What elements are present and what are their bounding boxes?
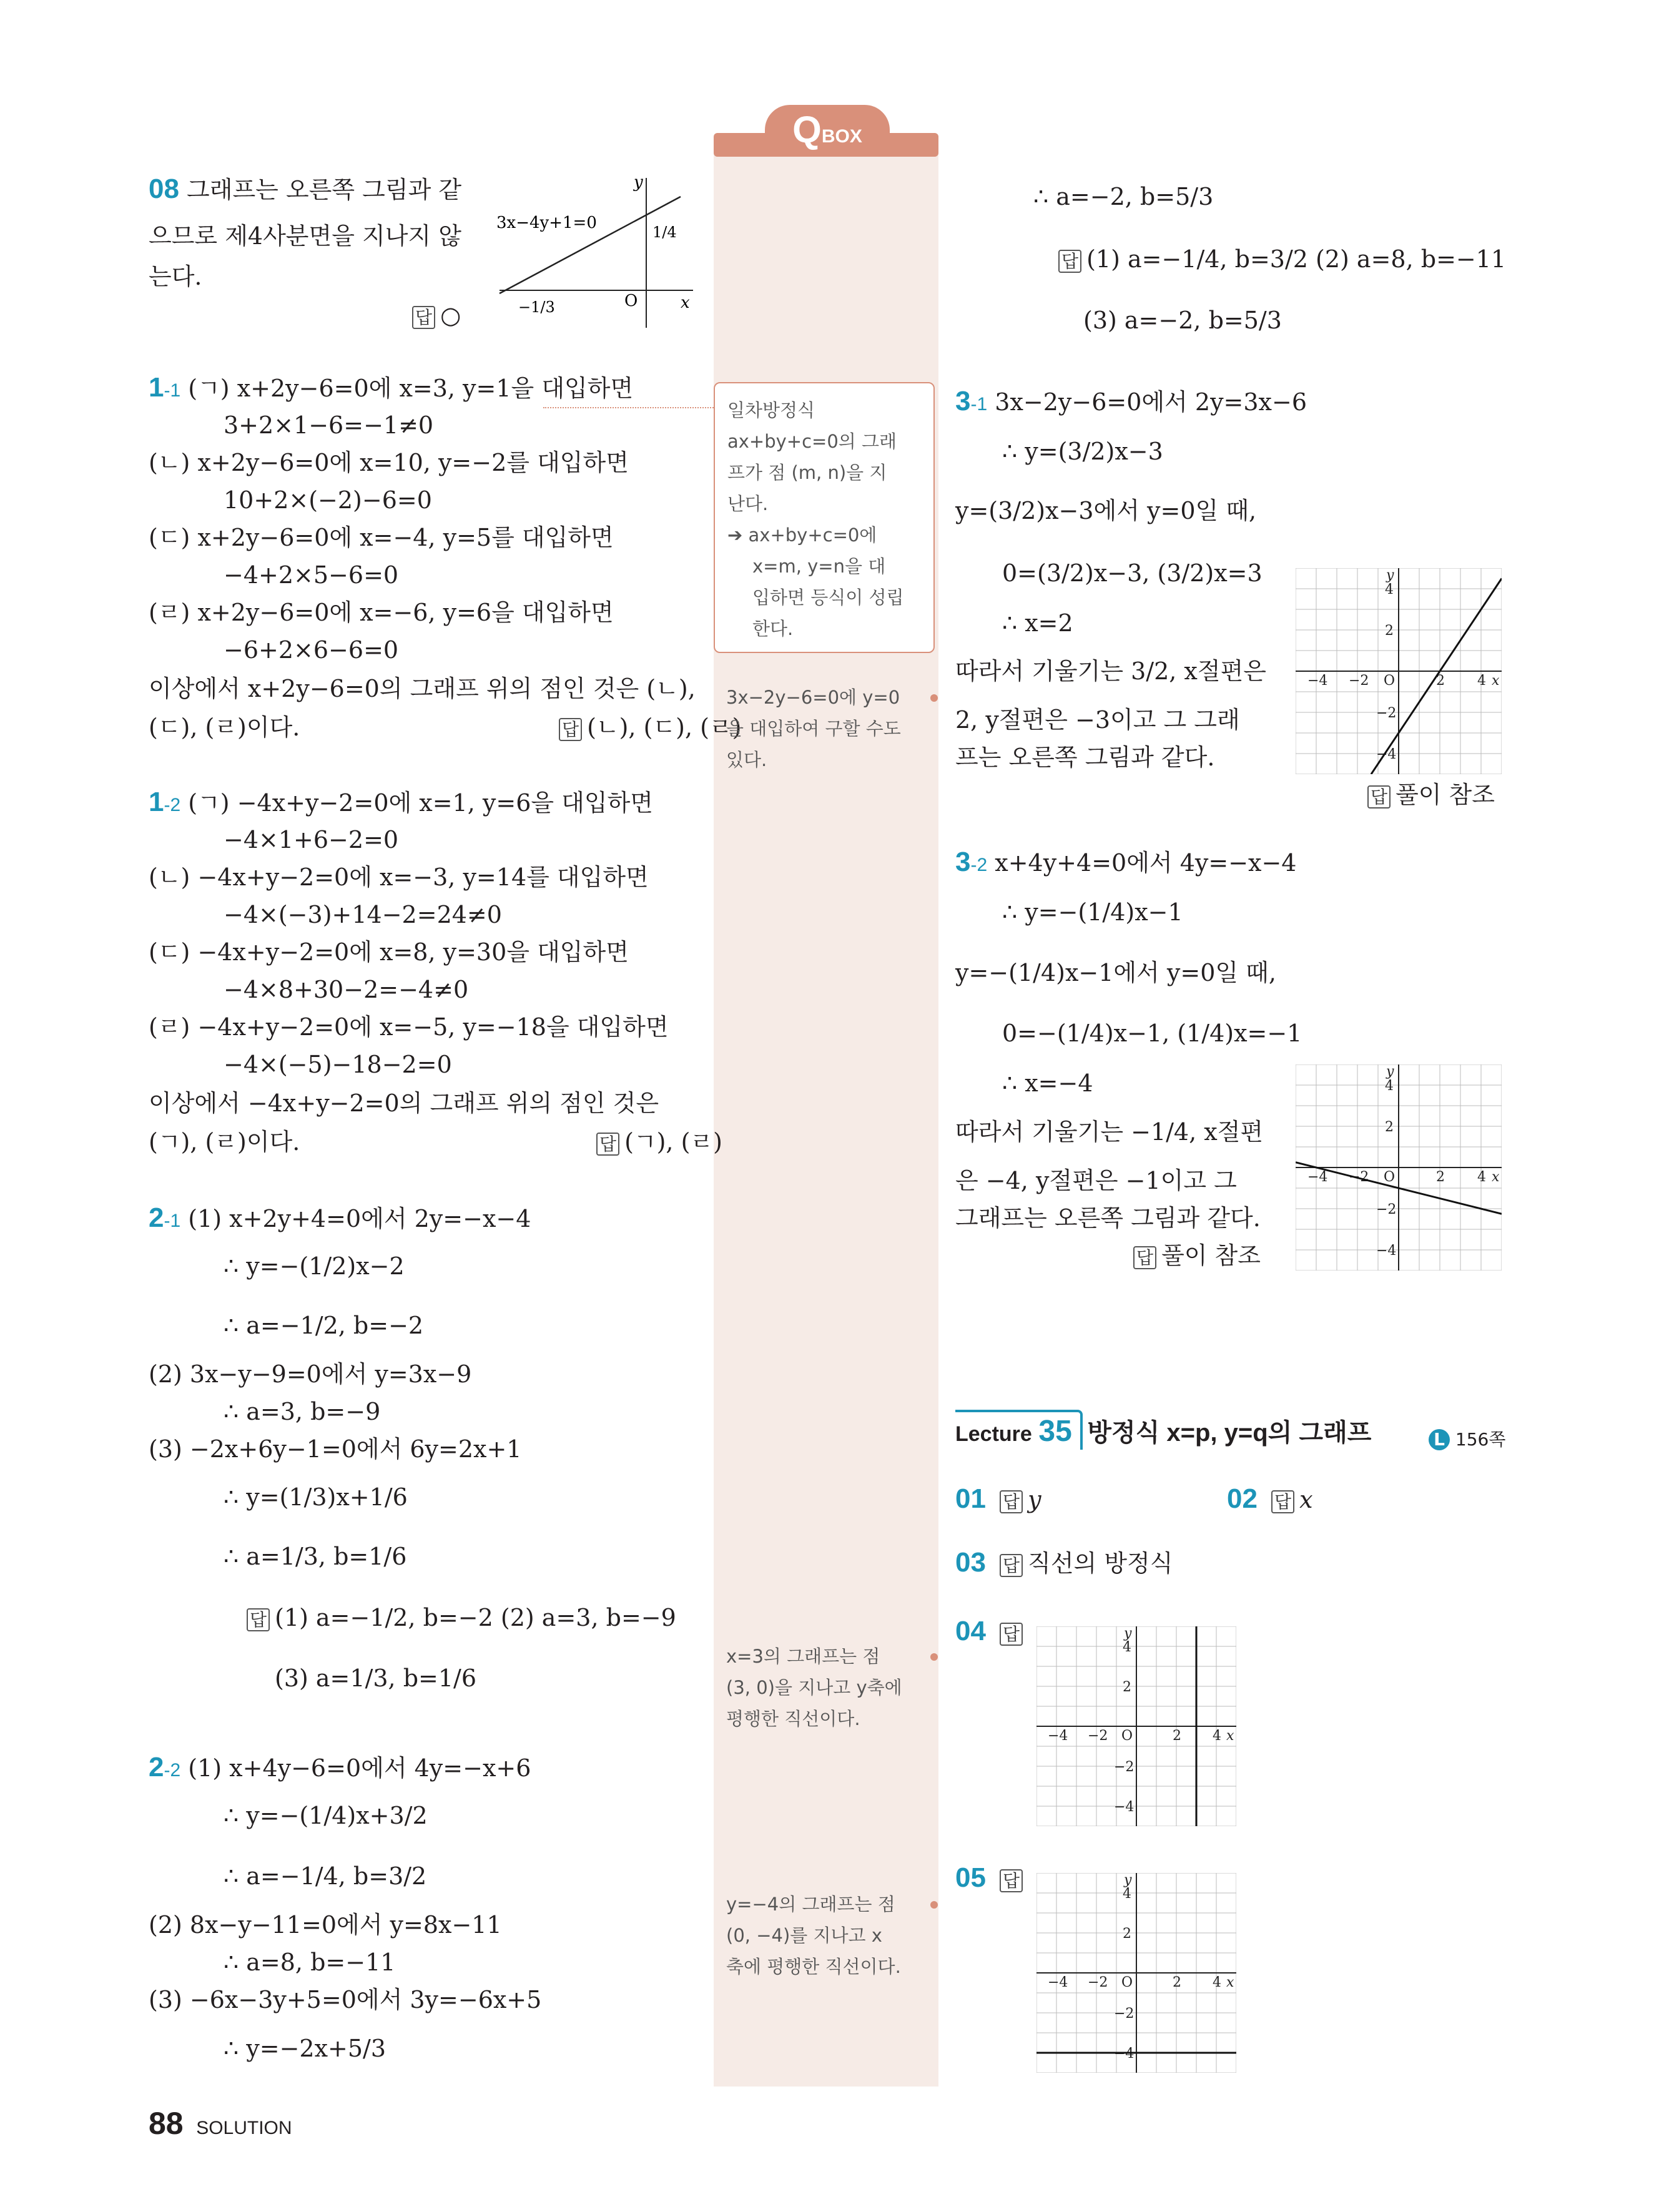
text-line: (ㄷ), (ㄹ)이다. (149, 714, 300, 741)
text-line: 3x−2y−6=0에서 2y=3x−6 (995, 388, 1307, 416)
question-number: 02 (1227, 1483, 1258, 1514)
note-line: 입하면 등식이 성립 (752, 587, 904, 608)
note-line: x=3의 그래프는 점 (726, 1646, 880, 1667)
answer-08 (412, 301, 461, 332)
graph-3-1 (1296, 568, 1502, 774)
footer (149, 2106, 292, 2143)
x-label: x (1492, 673, 1500, 689)
answer-value: (1) a=−1/4, b=3/2 (2) a=8, b=−11 (1086, 245, 1507, 273)
answer-2-1-line1 (247, 1603, 676, 1634)
note-line: 축에 평행한 직선이다. (726, 1956, 901, 1977)
text-line: 3+2×1−6=−1≠0 (224, 411, 434, 439)
problem-sub: -2 (164, 1760, 181, 1781)
tick-label: 2 (1436, 1169, 1445, 1185)
leader-dot (930, 1653, 938, 1661)
answer-2-1-line2: (3) a=1/3, b=1/6 (275, 1664, 477, 1692)
note-box-1 (714, 382, 935, 653)
text-line: 그래프는 오른쪽 그림과 같다. (955, 1204, 1261, 1232)
problem-sub: -1 (164, 1211, 181, 1231)
text-line: (ㄴ) x+2y−6=0에 x=10, y=−2를 대입하면 (149, 449, 629, 476)
problem-08 (149, 175, 461, 204)
tick-label: 4 (1385, 582, 1394, 597)
text-line: 10+2×(−2)−6=0 (224, 486, 432, 514)
tick-label: −2 (1349, 673, 1369, 689)
tick-label: −2 (1114, 1759, 1135, 1775)
tick-label: −2 (1114, 2006, 1135, 2022)
question-05 (955, 1864, 1028, 1895)
origin-label: O (1384, 673, 1396, 689)
note-line: 난다. (727, 493, 769, 514)
answer-icon: 답 (1133, 1246, 1156, 1269)
text-line: −4×(−5)−18−2=0 (224, 1051, 452, 1078)
answer-icon: 답 (1367, 785, 1391, 809)
tick-label: −4 (1048, 1728, 1068, 1744)
question-04 (955, 1617, 1028, 1649)
tick-label: 2 (1436, 673, 1445, 689)
x-intercept-label: −1/3 (518, 298, 555, 316)
tick-label: −4 (1307, 1169, 1328, 1185)
text-line: y=(3/2)x−3에서 y=0일 때, (955, 497, 1257, 524)
text-line: (2) 8x−y−11=0에서 y=8x−11 (149, 1911, 502, 1939)
problem-number: 08 (149, 174, 179, 204)
origin-label: O (1121, 1728, 1133, 1744)
problem-number: 2 (149, 1202, 164, 1233)
answer-value: (ㄱ), (ㄹ) (624, 1128, 722, 1156)
problem-sub: -1 (164, 380, 181, 401)
text-line: ∴ y=−(1/2)x−2 (224, 1252, 405, 1280)
tick-label: −2 (1376, 1202, 1397, 1217)
lecture-number: 35 (1038, 1415, 1072, 1448)
text-line: 그래프는 오른쪽 그림과 같 (187, 176, 462, 204)
note-line: 을 대입하여 구할 수도 (726, 718, 901, 739)
text-line: ∴ y=−(1/4)x+3/2 (224, 1802, 428, 1829)
origin-label: O (624, 292, 638, 310)
tick-label: −4 (1048, 1975, 1068, 1990)
answer-3-1 (1367, 780, 1495, 812)
problem-sub: -2 (970, 855, 988, 875)
answer-icon: 답 (1000, 1554, 1023, 1577)
tick-label: 4 (1477, 673, 1486, 689)
text-line: 0=(3/2)x−3, (3/2)x=3 (1002, 559, 1263, 587)
tick-label: 2 (1385, 1119, 1394, 1135)
footer-label: SOLUTION (196, 2118, 292, 2138)
text-line: 프는 오른쪽 그림과 같다. (955, 744, 1215, 771)
tick-label: 4 (1385, 1078, 1394, 1094)
text-line: y=−(1/4)x−1에서 y=0일 때, (955, 959, 1276, 986)
text-line: (ㄱ) −4x+y−2=0에 x=1, y=6을 대입하면 (188, 789, 653, 817)
problem-number: 3 (955, 386, 971, 416)
note-line: (3, 0)을 지나고 y축에 (726, 1677, 902, 1698)
text-line: (ㄷ) x+2y−6=0에 x=−4, y=5를 대입하면 (149, 524, 614, 551)
text-line: (ㄹ) x+2y−6=0에 x=−6, y=6을 대입하면 (149, 599, 614, 626)
text-line: −6+2×6−6=0 (224, 636, 399, 664)
lecture-label: Lecture (955, 1422, 1032, 1446)
text-line: 이상에서 x+2y−6=0의 그래프 위의 점인 것은 (ㄴ), (149, 675, 696, 702)
leader-line (543, 407, 714, 408)
text-line: ∴ y=(1/3)x+1/6 (224, 1483, 408, 1511)
note-line: 3x−2y−6=0에 y=0 (726, 687, 900, 708)
answer-value: ○ (440, 302, 461, 329)
question-number: 01 (955, 1483, 986, 1514)
tick-label: 4 (1213, 1728, 1221, 1744)
question-number: 05 (955, 1862, 986, 1893)
answer-3-2 (1133, 1241, 1261, 1272)
graph-04 (1036, 1626, 1236, 1826)
x-label: x (1226, 1728, 1234, 1744)
tick-label: −2 (1349, 1169, 1369, 1185)
problem-1-2 (149, 788, 653, 820)
text-line: (ㄹ) −4x+y−2=0에 x=−5, y=−18을 대입하면 (149, 1013, 669, 1041)
question-02 (1227, 1485, 1313, 1516)
x-label: x (1226, 1975, 1234, 1990)
qbox-box: BOX (821, 126, 862, 147)
qbox-tab (765, 105, 890, 155)
note-line: 한다. (752, 618, 794, 639)
text-line: (ㄱ) x+2y−6=0에 x=3, y=1을 대입하면 (188, 375, 634, 402)
text-line: (2) 3x−y−9=0에서 y=3x−9 (149, 1360, 472, 1388)
problem-3-2 (955, 848, 1296, 880)
tick-label: −4 (1114, 1799, 1135, 1815)
graph-08 (493, 172, 699, 334)
text-line: ∴ x=2 (1002, 609, 1073, 637)
origin-label: O (1384, 1169, 1396, 1185)
answer-value: x (1299, 1486, 1313, 1513)
tick-label: 2 (1173, 1975, 1181, 1990)
answer-line: (3) a=−2, b=5/3 (1083, 307, 1282, 334)
text-line: (3) −2x+6y−1=0에서 6y=2x+1 (149, 1435, 522, 1463)
text-line: ∴ y=−(1/4)x−1 (1002, 898, 1183, 926)
text-line: −4×1+6−2=0 (224, 826, 399, 853)
page-number: 88 (149, 2106, 184, 2141)
text-line: ∴ x=−4 (1002, 1069, 1093, 1097)
lecture-heading (955, 1417, 1371, 1448)
y-label: y (1386, 568, 1394, 583)
leader-dot (930, 1901, 938, 1909)
text-line: ∴ y=(3/2)x−3 (1002, 438, 1163, 465)
tick-label: 4 (1477, 1169, 1486, 1185)
y-label: y (1124, 1626, 1132, 1641)
lecture-reference (1429, 1425, 1505, 1454)
tick-label: −4 (1114, 2046, 1135, 2062)
answer-value: 풀이 참조 (1161, 1242, 1261, 1269)
answer-icon: 답 (1271, 1490, 1294, 1513)
tick-label: −2 (1376, 705, 1397, 721)
text-line: 따라서 기울기는 −1/4, x절편 (955, 1118, 1264, 1146)
note-line: ➔ ax+by+c=0에 (727, 524, 877, 546)
answer-value: (ㄴ), (ㄷ), (ㄹ) (587, 714, 742, 741)
text-line: (1) x+2y+4=0에서 2y=−x−4 (188, 1205, 531, 1232)
y-label: y (1124, 1873, 1132, 1888)
tick-label: 2 (1123, 1926, 1131, 1942)
x-label: x (1492, 1169, 1500, 1185)
problem-2-1 (149, 1204, 531, 1236)
text-line: (1) x+4y−6=0에서 4y=−x+6 (188, 1754, 531, 1782)
graph-05 (1036, 1873, 1236, 2073)
answer-icon: 답 (559, 718, 582, 741)
text-line: x+4y+4=0에서 4y=−x−4 (995, 849, 1297, 877)
problem-1-1 (149, 373, 633, 405)
y-intercept-label: 1/4 (652, 224, 677, 241)
note-line: x=m, y=n을 대 (752, 556, 886, 577)
graph-line (500, 197, 681, 293)
problem-number: 2 (149, 1752, 164, 1782)
tick-label: 4 (1213, 1975, 1221, 1990)
text-line: ∴ a=3, b=−9 (224, 1398, 381, 1425)
text-line: ∴ y=−2x+5/3 (224, 2035, 386, 2062)
text-line: −4×(−3)+14−2=24≠0 (224, 901, 502, 928)
tick-label: 4 (1123, 1639, 1131, 1655)
answer-icon: 답 (1058, 250, 1081, 273)
lecture-ref-page: 156쪽 (1455, 1429, 1506, 1450)
y-label: y (1386, 1064, 1394, 1079)
text-line: 은 −4, y절편은 −1이고 그 (955, 1167, 1237, 1194)
text-line: 는다. (149, 263, 202, 290)
question-number: 04 (955, 1616, 986, 1646)
tick-label: 2 (1173, 1728, 1181, 1744)
graph-3-2 (1296, 1064, 1502, 1271)
answer-1-1 (559, 713, 741, 744)
text-line: ∴ a=8, b=−11 (224, 1949, 396, 1976)
tick-label: 2 (1123, 1679, 1131, 1695)
lecture-title: 방정식 x=p, y=q의 그래프 (1087, 1419, 1372, 1447)
problem-number: 1 (149, 372, 164, 403)
tick-label: −4 (1307, 673, 1328, 689)
text-line: −4+2×5−6=0 (224, 561, 399, 589)
question-03 (955, 1548, 1173, 1580)
answer-icon: 답 (247, 1608, 270, 1631)
note-line: 프가 점 (m, n)을 지 (727, 462, 887, 483)
note-line: 일차방정식 (727, 400, 815, 421)
origin-label: O (1121, 1975, 1133, 1990)
text-line: ∴ a=−1/4, b=3/2 (224, 1862, 427, 1890)
equation-label: 3x−4y+1=0 (496, 214, 597, 232)
text-line: 으므로 제4사분면을 지나지 않 (149, 222, 461, 250)
question-number: 03 (955, 1547, 986, 1578)
answer-value: y (1028, 1486, 1041, 1513)
text-line: ∴ a=−2, b=5/3 (1033, 183, 1214, 210)
leader-dot (930, 694, 938, 702)
answer-icon: 답 (1000, 1869, 1023, 1892)
text-line: (ㄱ), (ㄹ)이다. (149, 1128, 300, 1156)
answer-value: 풀이 참조 (1396, 781, 1495, 809)
text-line: 2, y절편은 −3이고 그 그래 (955, 706, 1240, 734)
text-line: 이상에서 −4x+y−2=0의 그래프 위의 점인 것은 (149, 1089, 659, 1117)
answer-icon: 답 (1000, 1490, 1023, 1513)
x-label: x (681, 293, 690, 312)
lecture-ref-icon: L (1429, 1429, 1450, 1450)
text-line: (ㄴ) −4x+y−2=0에 x=−3, y=14를 대입하면 (149, 863, 649, 891)
text-line: (ㄷ) −4x+y−2=0에 x=8, y=30을 대입하면 (149, 938, 629, 966)
problem-sub: -1 (970, 394, 988, 415)
question-01 (955, 1485, 1041, 1516)
answer-1-2 (596, 1128, 722, 1159)
problem-3-1 (955, 387, 1307, 419)
problem-2-2 (149, 1753, 531, 1785)
answer-icon: 답 (596, 1133, 619, 1156)
tick-label: 4 (1123, 1886, 1131, 1902)
problem-number: 1 (149, 787, 164, 817)
note-line: 있다. (726, 749, 767, 770)
text-line: (3) −6x−3y+5=0에서 3y=−6x+5 (149, 1986, 542, 2013)
note-line: 평행한 직선이다. (726, 1708, 860, 1729)
answer-value: (1) a=−1/2, b=−2 (2) a=3, b=−9 (275, 1604, 676, 1631)
text-line: 따라서 기울기는 3/2, x절편은 (955, 657, 1266, 685)
tick-label: −2 (1088, 1728, 1108, 1744)
note-line: y=−4의 그래프는 점 (726, 1894, 895, 1915)
qbox-q: Q (792, 109, 822, 150)
tick-label: 2 (1385, 623, 1394, 639)
answer-line (1058, 245, 1506, 276)
text-line: 0=−(1/4)x−1, (1/4)x=−1 (1002, 1020, 1302, 1047)
problem-sub: -2 (164, 795, 181, 815)
y-label: y (634, 173, 643, 192)
note-line: ax+by+c=0의 그래 (727, 431, 897, 452)
problem-number: 3 (955, 847, 971, 877)
answer-icon: 답 (412, 306, 435, 329)
tick-label: −4 (1376, 1243, 1397, 1259)
answer-icon: 답 (1000, 1623, 1023, 1646)
text-line: −4×8+30−2=−4≠0 (224, 976, 469, 1003)
text-line: ∴ a=−1/2, b=−2 (224, 1312, 424, 1339)
note-line: (0, −4)를 지나고 x (726, 1925, 882, 1946)
tick-label: −2 (1088, 1975, 1108, 1990)
text-line: ∴ a=1/3, b=1/6 (224, 1543, 407, 1570)
tick-label: −4 (1376, 747, 1397, 762)
answer-value: 직선의 방정식 (1028, 1550, 1173, 1577)
